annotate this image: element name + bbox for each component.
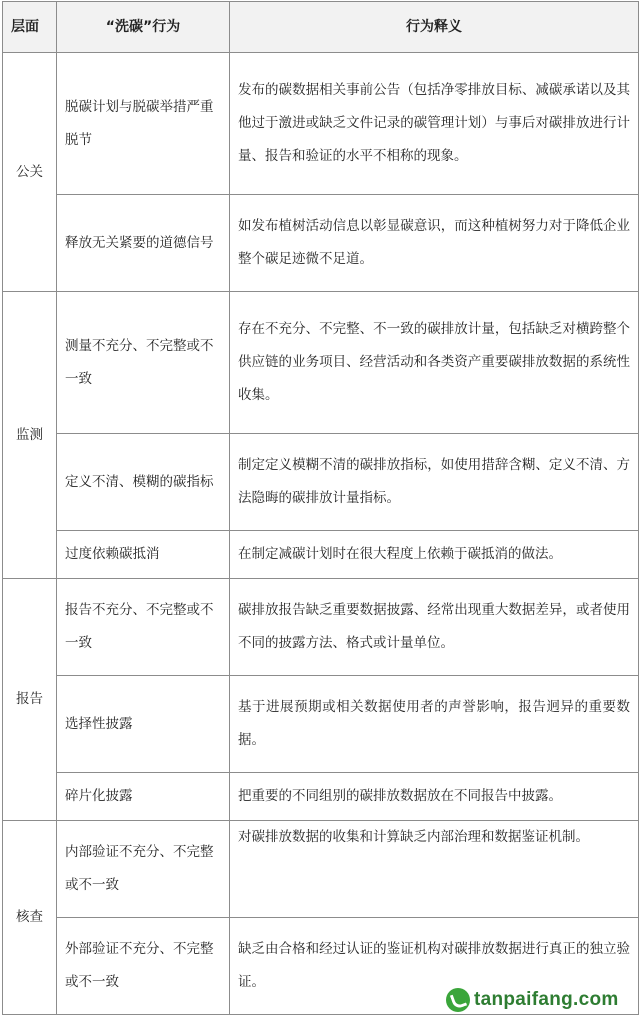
behavior-cell: 选择性披露 (57, 676, 230, 773)
explanation-cell: 如发布植树活动信息以彰显碳意识，而这种植树努力对于降低企业整个碳足迹微不足道。 (230, 195, 639, 292)
table-header-row (3, 2, 639, 53)
behavior-cell: 碎片化披露 (57, 773, 230, 821)
carbon-washing-table (2, 1, 639, 1015)
watermark-text: tanpaifang.com (474, 989, 619, 1010)
explanation-cell: 制定定义模糊不清的碳排放指标，如使用措辞含糊、定义不清、方法隐晦的碳排放计量指标。 (230, 434, 639, 531)
table-row (3, 434, 639, 531)
table-row (3, 821, 639, 918)
level-cell-reporting: 报告 (3, 579, 57, 821)
explanation-cell: 在制定减碳计划时在很大程度上依赖于碳抵消的做法。 (230, 531, 639, 579)
explanation-cell: 把重要的不同组别的碳排放数据放在不同报告中披露。 (230, 773, 639, 821)
site-watermark (446, 986, 619, 1014)
behavior-cell: 脱碳计划与脱碳举措严重脱节 (57, 53, 230, 195)
behavior-cell: 定义不清、模糊的碳指标 (57, 434, 230, 531)
explanation-cell: 碳排放报告缺乏重要数据披露、经常出现重大数据差异，或者使用不同的披露方法、格式或计量单位。 (230, 579, 639, 676)
behavior-cell: 外部验证不充分、不完整或不一致 (57, 918, 230, 1015)
header-explanation: 行为释义 (230, 2, 639, 53)
header-level: 层面 (3, 2, 57, 53)
table-row (3, 292, 639, 434)
table-row (3, 579, 639, 676)
explanation-cell: 缺乏由合格和经过认证的鉴证机构对碳排放数据进行真正的独立验证。 (230, 918, 639, 1015)
tanpaifang-logo-icon (446, 988, 470, 1012)
level-cell-verification: 核查 (3, 821, 57, 1015)
behavior-cell: 内部验证不充分、不完整或不一致 (57, 821, 230, 918)
explanation-cell: 基于进展预期或相关数据使用者的声誉影响，报告迥异的重要数据。 (230, 676, 639, 773)
level-cell-monitoring: 监测 (3, 292, 57, 579)
header-behavior: “洗碳”行为 (57, 2, 230, 53)
table-row (3, 773, 639, 821)
behavior-cell: 释放无关紧要的道德信号 (57, 195, 230, 292)
behavior-cell: 测量不充分、不完整或不一致 (57, 292, 230, 434)
explanation-cell: 发布的碳数据相关事前公告（包括净零排放目标、减碳承诺以及其他过于激进或缺乏文件记录的碳管理计划）与事后对碳排放进行计量、报告和验证的水平不相称的现象。 (230, 53, 639, 195)
behavior-cell: 报告不充分、不完整或不一致 (57, 579, 230, 676)
explanation-cell: 存在不充分、不完整、不一致的碳排放计量，包括缺乏对横跨整个供应链的业务项目、经营活动和各类资产重要碳排放数据的系统性收集。 (230, 292, 639, 434)
table-row (3, 531, 639, 579)
level-cell-pr: 公关 (3, 53, 57, 292)
table-row (3, 676, 639, 773)
explanation-cell: 对碳排放数据的收集和计算缺乏内部治理和数据鉴证机制。 (230, 821, 639, 918)
table-row (3, 53, 639, 195)
table-row (3, 195, 639, 292)
behavior-cell: 过度依赖碳抵消 (57, 531, 230, 579)
